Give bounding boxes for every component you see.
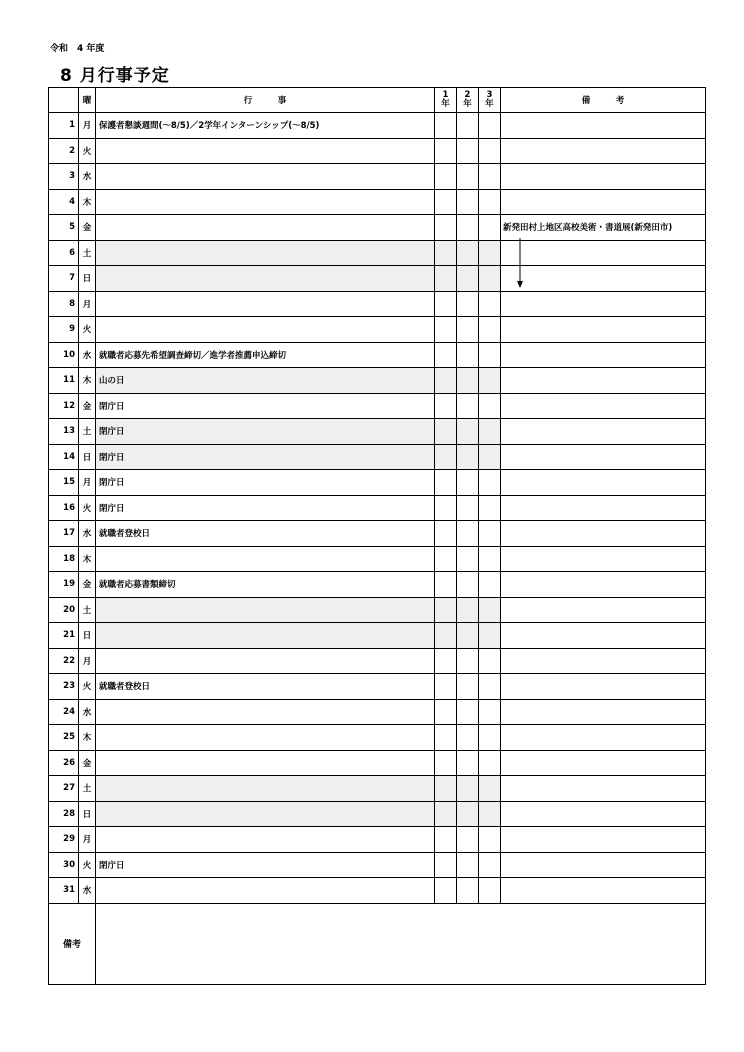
event-cell: [96, 546, 435, 572]
weekday: 木: [79, 546, 96, 572]
table-row: [49, 648, 706, 674]
weekday: 水: [79, 164, 96, 190]
year-2-cell: [457, 699, 479, 725]
day-number: 4: [49, 189, 79, 215]
note-cell: [501, 674, 706, 700]
year-3-cell: [479, 776, 501, 802]
event-cell: [96, 138, 435, 164]
table-row: [49, 240, 706, 266]
day-number: 29: [49, 827, 79, 853]
year-3-cell: [479, 827, 501, 853]
header-year-1: 1 年: [435, 88, 457, 113]
year-1-cell: [435, 164, 457, 190]
year-2-cell: [457, 470, 479, 496]
note-cell: [501, 572, 706, 598]
day-number: 17: [49, 521, 79, 547]
year-3-cell: [479, 368, 501, 394]
weekday: 金: [79, 572, 96, 598]
year-1-cell: [435, 240, 457, 266]
weekday: 土: [79, 419, 96, 445]
year-1-cell: [435, 266, 457, 292]
event-cell: 就職者登校日: [96, 674, 435, 700]
year-3-cell: [479, 750, 501, 776]
year-1-cell: [435, 546, 457, 572]
note-cell: [501, 138, 706, 164]
table-row: [49, 776, 706, 802]
event-cell: [96, 266, 435, 292]
footer-label: 備考: [49, 903, 96, 984]
weekday: 火: [79, 674, 96, 700]
year-1-cell: [435, 470, 457, 496]
weekday: 木: [79, 189, 96, 215]
table-row: [49, 878, 706, 904]
year-1-cell: [435, 699, 457, 725]
event-cell: [96, 648, 435, 674]
year-2-cell: [457, 215, 479, 241]
table-row: [49, 368, 706, 394]
year-3-cell: [479, 878, 501, 904]
header-year-3: 3 年: [479, 88, 501, 113]
weekday: 月: [79, 648, 96, 674]
table-row: [49, 164, 706, 190]
event-cell: [96, 725, 435, 751]
weekday: 金: [79, 215, 96, 241]
event-cell: [96, 776, 435, 802]
note-arrow: [516, 238, 524, 288]
weekday: 土: [79, 240, 96, 266]
weekday: 日: [79, 623, 96, 649]
year-1-cell: [435, 878, 457, 904]
year-2-cell: [457, 878, 479, 904]
event-cell: 就職者応募先希望調査締切／進学者推薦申込締切: [96, 342, 435, 368]
year-3-cell: [479, 699, 501, 725]
year-3-cell: [479, 291, 501, 317]
year-2-cell: [457, 419, 479, 445]
event-cell: [96, 164, 435, 190]
day-number: 15: [49, 470, 79, 496]
year-1-cell: [435, 801, 457, 827]
year-1-cell: [435, 495, 457, 521]
weekday: 月: [79, 470, 96, 496]
fiscal-year-label: 令和 4 年度: [50, 44, 105, 54]
note-cell: [501, 495, 706, 521]
day-number: 22: [49, 648, 79, 674]
event-cell: [96, 623, 435, 649]
year-3-cell: [479, 572, 501, 598]
year-2-cell: [457, 266, 479, 292]
note-cell: [501, 113, 706, 139]
year-1-cell: [435, 444, 457, 470]
day-number: 8: [49, 291, 79, 317]
year-3-cell: [479, 852, 501, 878]
event-cell: [96, 189, 435, 215]
weekday: 火: [79, 317, 96, 343]
header-row: [49, 88, 706, 113]
table-row: [49, 419, 706, 445]
weekday: 月: [79, 291, 96, 317]
header-year-2: 2 年: [457, 88, 479, 113]
event-cell: 閉庁日: [96, 444, 435, 470]
table-row: [49, 291, 706, 317]
year-3-cell: [479, 470, 501, 496]
note-cell: [501, 342, 706, 368]
year-2-cell: [457, 827, 479, 853]
weekday: 火: [79, 495, 96, 521]
day-number: 28: [49, 801, 79, 827]
year-3-cell: [479, 266, 501, 292]
note-cell: [501, 393, 706, 419]
weekday: 金: [79, 750, 96, 776]
day-number: 18: [49, 546, 79, 572]
note-cell: [501, 827, 706, 853]
weekday: 金: [79, 393, 96, 419]
table-row: [49, 623, 706, 649]
weekday: 土: [79, 597, 96, 623]
weekday: 木: [79, 368, 96, 394]
note-cell: [501, 266, 706, 292]
day-number: 19: [49, 572, 79, 598]
year-2-cell: [457, 393, 479, 419]
weekday: 水: [79, 878, 96, 904]
table-row: [49, 317, 706, 343]
year-1-cell: [435, 623, 457, 649]
note-cell: [501, 750, 706, 776]
footer-notes: [96, 903, 706, 984]
year-1-cell: [435, 291, 457, 317]
year-1-cell: [435, 393, 457, 419]
weekday: 水: [79, 521, 96, 547]
event-cell: [96, 699, 435, 725]
header-event: 行 事: [96, 88, 435, 113]
table-row: [49, 266, 706, 292]
note-cell: [501, 648, 706, 674]
day-number: 3: [49, 164, 79, 190]
year-1-cell: [435, 852, 457, 878]
event-cell: 就職者応募書類締切: [96, 572, 435, 598]
year-1-cell: [435, 317, 457, 343]
header-weekday: 曜: [79, 88, 96, 113]
table-row: [49, 572, 706, 598]
page-title: 8 月行事予定: [60, 66, 170, 86]
year-1-cell: [435, 776, 457, 802]
table-row: [49, 113, 706, 139]
weekday: 水: [79, 342, 96, 368]
event-cell: 山の日: [96, 368, 435, 394]
year-3-cell: [479, 164, 501, 190]
year-2-cell: [457, 674, 479, 700]
note-cell: [501, 317, 706, 343]
year-2-cell: [457, 138, 479, 164]
day-number: 27: [49, 776, 79, 802]
weekday: 水: [79, 699, 96, 725]
year-1-cell: [435, 648, 457, 674]
table-row: [49, 674, 706, 700]
table-row: [49, 470, 706, 496]
weekday: 木: [79, 725, 96, 751]
weekday: 日: [79, 444, 96, 470]
table-row: [49, 189, 706, 215]
table-row: [49, 801, 706, 827]
year-1-cell: [435, 572, 457, 598]
year-3-cell: [479, 419, 501, 445]
year-1-cell: [435, 750, 457, 776]
event-cell: 就職者登校日: [96, 521, 435, 547]
year-1-cell: [435, 419, 457, 445]
year-1-cell: [435, 113, 457, 139]
table-row: [49, 393, 706, 419]
day-number: 12: [49, 393, 79, 419]
year-2-cell: [457, 240, 479, 266]
year-3-cell: [479, 801, 501, 827]
year-3-cell: [479, 725, 501, 751]
year-2-cell: [457, 597, 479, 623]
year-1-cell: [435, 597, 457, 623]
day-number: 5: [49, 215, 79, 241]
year-3-cell: [479, 317, 501, 343]
table-row: [49, 750, 706, 776]
event-cell: [96, 291, 435, 317]
year-2-cell: [457, 164, 479, 190]
note-cell: [501, 725, 706, 751]
day-number: 1: [49, 113, 79, 139]
year-2-cell: [457, 776, 479, 802]
year-2-cell: [457, 342, 479, 368]
table-row: [49, 444, 706, 470]
year-2-cell: [457, 317, 479, 343]
day-number: 24: [49, 699, 79, 725]
year-2-cell: [457, 801, 479, 827]
day-number: 20: [49, 597, 79, 623]
note-cell: [501, 240, 706, 266]
day-number: 23: [49, 674, 79, 700]
note-cell: [501, 521, 706, 547]
event-cell: [96, 878, 435, 904]
year-1-cell: [435, 725, 457, 751]
event-cell: 閉庁日: [96, 852, 435, 878]
event-cell: 保護者懇談週間(～8/5)／2学年インターンシップ(～8/5): [96, 113, 435, 139]
year-2-cell: [457, 189, 479, 215]
weekday: 火: [79, 852, 96, 878]
day-number: 10: [49, 342, 79, 368]
table-row: [49, 699, 706, 725]
year-2-cell: [457, 521, 479, 547]
year-2-cell: [457, 623, 479, 649]
year-2-cell: [457, 852, 479, 878]
day-number: 11: [49, 368, 79, 394]
day-number: 25: [49, 725, 79, 751]
table-row: [49, 342, 706, 368]
year-3-cell: [479, 342, 501, 368]
year-3-cell: [479, 138, 501, 164]
footer-row: [49, 903, 706, 984]
day-number: 13: [49, 419, 79, 445]
year-2-cell: [457, 750, 479, 776]
year-1-cell: [435, 827, 457, 853]
year-3-cell: [479, 674, 501, 700]
year-3-cell: [479, 521, 501, 547]
year-2-cell: [457, 648, 479, 674]
note-cell: [501, 776, 706, 802]
year-1-cell: [435, 189, 457, 215]
note-cell: [501, 597, 706, 623]
day-number: 9: [49, 317, 79, 343]
note-cell: [501, 164, 706, 190]
table-row: [49, 597, 706, 623]
day-number: 16: [49, 495, 79, 521]
weekday: 日: [79, 266, 96, 292]
event-cell: 閉庁日: [96, 393, 435, 419]
year-3-cell: [479, 623, 501, 649]
event-cell: [96, 317, 435, 343]
weekday: 月: [79, 113, 96, 139]
table-row: [49, 546, 706, 572]
schedule-table: [48, 87, 706, 985]
weekday: 火: [79, 138, 96, 164]
table-row: [49, 827, 706, 853]
year-1-cell: [435, 674, 457, 700]
note-cell: [501, 878, 706, 904]
note-cell: [501, 291, 706, 317]
day-number: 26: [49, 750, 79, 776]
year-1-cell: [435, 368, 457, 394]
event-cell: [96, 750, 435, 776]
year-2-cell: [457, 546, 479, 572]
note-cell: [501, 699, 706, 725]
table-row: [49, 138, 706, 164]
year-2-cell: [457, 368, 479, 394]
year-3-cell: [479, 648, 501, 674]
event-cell: [96, 597, 435, 623]
year-1-cell: [435, 342, 457, 368]
year-3-cell: [479, 546, 501, 572]
header-note: 備 考: [501, 88, 706, 113]
year-1-cell: [435, 521, 457, 547]
table-row: [49, 215, 706, 241]
year-3-cell: [479, 240, 501, 266]
note-cell: [501, 623, 706, 649]
note-cell: [501, 368, 706, 394]
weekday: 日: [79, 801, 96, 827]
year-3-cell: [479, 495, 501, 521]
year-3-cell: [479, 189, 501, 215]
table-row: [49, 852, 706, 878]
header-day: [49, 88, 79, 113]
day-number: 21: [49, 623, 79, 649]
event-cell: [96, 240, 435, 266]
event-cell: [96, 801, 435, 827]
table-row: [49, 495, 706, 521]
note-cell: 新発田村上地区高校美術・書道展(新発田市): [501, 215, 706, 241]
year-2-cell: [457, 444, 479, 470]
note-cell: [501, 801, 706, 827]
year-1-cell: [435, 138, 457, 164]
year-2-cell: [457, 572, 479, 598]
note-cell: [501, 189, 706, 215]
year-2-cell: [457, 725, 479, 751]
year-3-cell: [479, 444, 501, 470]
event-cell: [96, 827, 435, 853]
table-row: [49, 725, 706, 751]
day-number: 2: [49, 138, 79, 164]
note-cell: [501, 546, 706, 572]
day-number: 6: [49, 240, 79, 266]
weekday: 土: [79, 776, 96, 802]
day-number: 14: [49, 444, 79, 470]
event-cell: 閉庁日: [96, 419, 435, 445]
year-1-cell: [435, 215, 457, 241]
year-3-cell: [479, 113, 501, 139]
year-3-cell: [479, 393, 501, 419]
year-2-cell: [457, 495, 479, 521]
event-cell: 閉庁日: [96, 495, 435, 521]
year-3-cell: [479, 597, 501, 623]
note-cell: [501, 852, 706, 878]
note-cell: [501, 470, 706, 496]
day-number: 30: [49, 852, 79, 878]
note-cell: [501, 444, 706, 470]
event-cell: 閉庁日: [96, 470, 435, 496]
year-2-cell: [457, 291, 479, 317]
weekday: 月: [79, 827, 96, 853]
note-cell: [501, 419, 706, 445]
year-3-cell: [479, 215, 501, 241]
day-number: 31: [49, 878, 79, 904]
day-number: 7: [49, 266, 79, 292]
event-cell: [96, 215, 435, 241]
year-2-cell: [457, 113, 479, 139]
table-row: [49, 521, 706, 547]
